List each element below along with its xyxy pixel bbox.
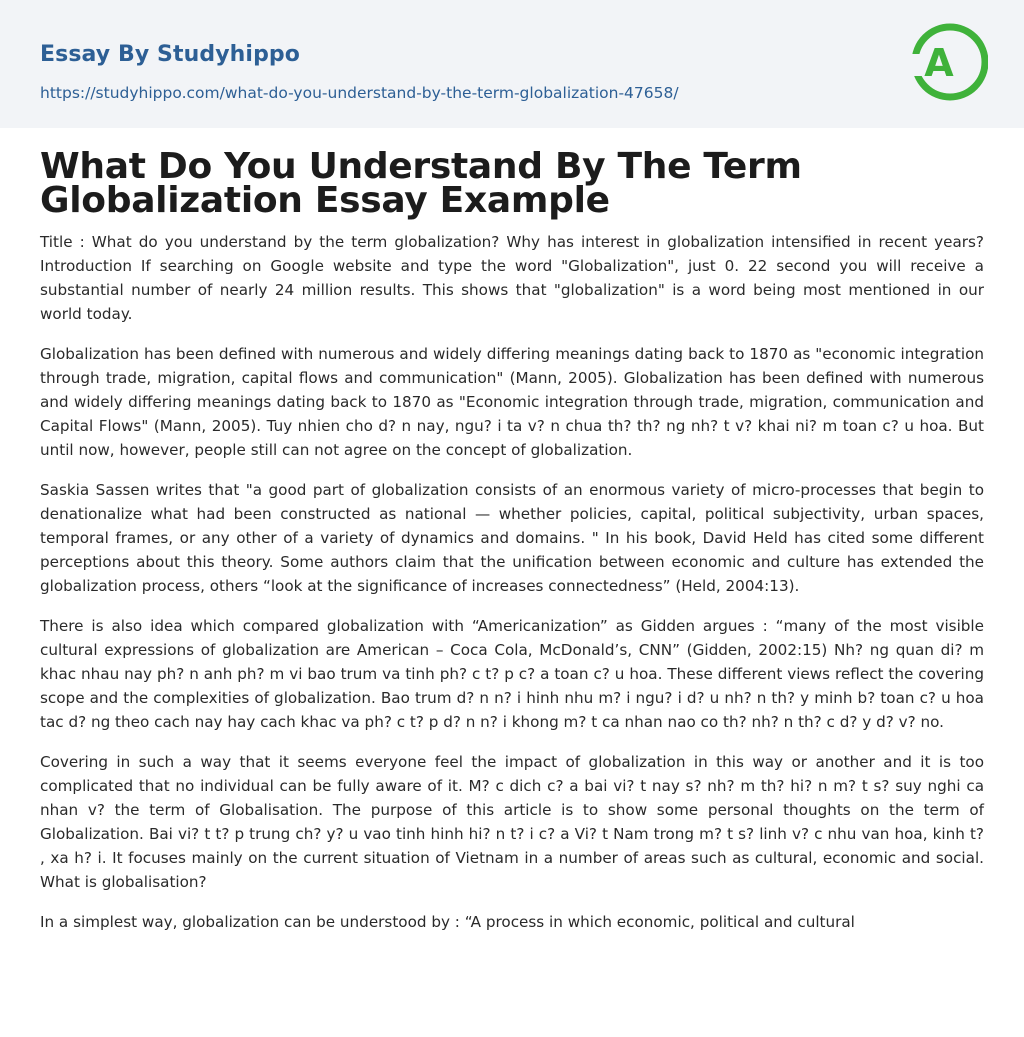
essay-paragraph-1: Title : What do you understand by the term globalization? Why has interest in globalization intensified in recent years? Introduction If searching on Google website and type the word "Globalization", just 0. 22 second you will receive a substantial number of nearly 24 million results. This shows that "globalization" is a word being most mentioned in our world today.	[40, 233, 984, 323]
essay-paragraph-6: In a simplest way, globalization can be understood by : “A process in which economic, political and cultural	[40, 913, 855, 931]
essay-paragraph-5: Covering in such a way that it seems everyone feel the impact of globalization in this way or another and it is too complicated that no individual can be fully aware of it. M? c dich c? a bai vi? t nay s? nh? m th? hi? n m? t s? suy nghi ca nhan v? the term of Globalisation. The purpose of this article is to show some personal thoughts on the term of Globalization. Bai vi? t t? p trung ch? y? u vao tinh hinh hi? n t? i c? a Vi? t Nam trong m? t s? linh v? c nhu van hoa, kinh t? , xa h? i. It focuses mainly on the current situation of Vietnam in a number of areas such as cultural, economic and social. What is globalisation?	[40, 753, 984, 891]
site-header	[0, 0, 1024, 128]
brand-title[interactable]: Essay By Studyhippo	[40, 42, 300, 67]
essay-paragraph-4: There is also idea which compared globalization with “Americanization” as Gidden argues : “many of the most visible cultural expressions of globalization are American – Coca Cola, McDonald’s, CNN” (Gidden, 2002:15) Nh? ng quan di? m khac nhau nay ph? n anh ph? m vi bao trum va tinh ph? c t? p c? a toan c? u hoa. These different views reflect the covering scope and the complexities of globalization. Bao trum d? n n? i hinh nhu m? i ngu? i d? u nh? n th? y minh b? toan c? u hoa tac d? ng theo cach nay hay cach khac va ph? c t? p d? n n? i khong m? t ca nhan nao co th? nh? n th? c d? y d? v? no.	[40, 617, 984, 731]
title-line-1: What Do You Understand By The Term	[40, 146, 802, 187]
article	[0, 128, 1024, 934]
essay-paragraph-2: Globalization has been defined with numerous and widely differing meanings dating back to 1870 as "economic integration through trade, migration, capital flows and communication" (Mann, 2005). Globalization has been defined with numerous and widely differing meanings dating back to 1870 as "Economic integration through trade, migration, communication and Capital Flows" (Mann, 2005). Tuy nhien cho d? n nay, ngu? i ta v? n chua th? th? ng nh? t v? khai ni? m toan c? u hoa. But until now, however, people still can not agree on the concept of globalization.	[40, 345, 984, 459]
page-title	[40, 128, 984, 221]
source-url-link[interactable]: https://studyhippo.com/what-do-you-understand-by-the-term-globalization-47658/	[40, 84, 679, 102]
essay-paragraph-3: Saskia Sassen writes that "a good part of globalization consists of an enormous variety of micro-processes that begin to denationalize what had been constructed as national — whether policies, capital, political subjectivity, urban spaces, temporal frames, or any other of a variety of dynamics and domains. " In his book, David Held has cited some different perceptions about this theory. Some authors claim that the unification between economic and culture has extended the globalization process, others “look at the significance of increases connectedness” (Held, 2004:13).	[40, 481, 984, 595]
title-line-2: Globalization Essay Example	[40, 180, 610, 221]
ring-logo-icon[interactable]	[912, 18, 988, 106]
logo-letter: A	[924, 41, 954, 85]
